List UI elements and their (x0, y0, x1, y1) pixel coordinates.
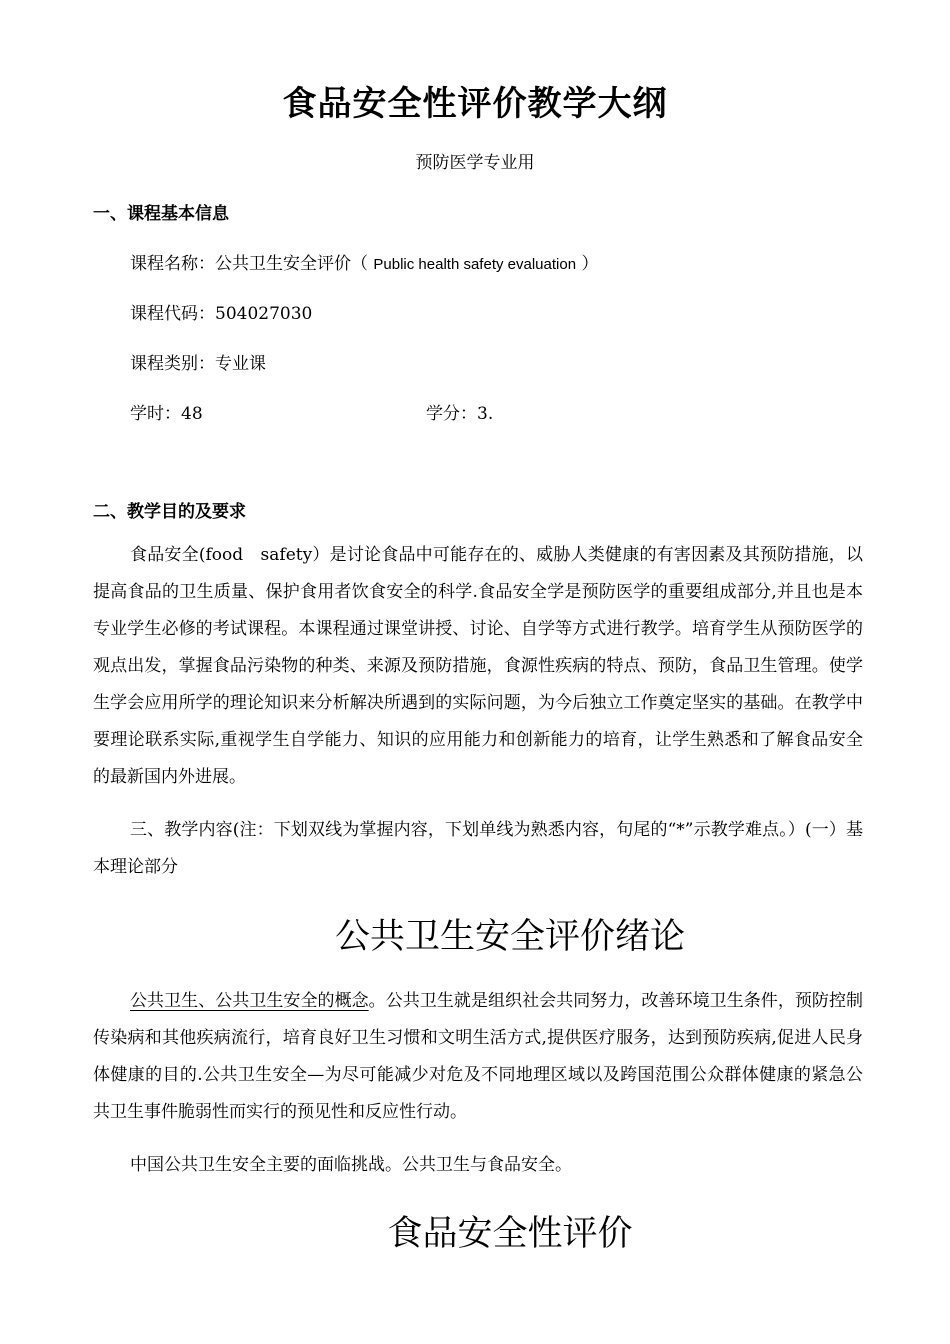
content-intro-paragraph: 三、教学内容(注：下划双线为掌握内容，下划单线为熟悉内容，句尾的“*”示教学难点。）(一）基本理论部分 (93, 820, 863, 877)
page-title: 食品安全性评价教学大纲 (282, 84, 668, 124)
introduction-paragraph-text: 。公共卫生就是组织社会共同努力，改善环境卫生条件，预防控制传染病和其他疾病流行，培育良好卫生习惯和文明生活方式,提供医疗服务，达到预防疾病,促进人民身体健康的目的.公共卫生安全—为尽可能减少对危及不同地理区域以及跨国范围公众群体健康的紧急公共卫生事件脆弱性而实行的预见性和反应性行动。 (93, 991, 864, 1122)
course-hours: 学时：48 (130, 404, 203, 424)
objectives-paragraph: 食品安全(food safety）是讨论食品中可能存在的、威胁人类健康的有害因素及其预防措施，以提高食品的卫生质量、保护食用者饮食安全的科学.食品安全学是预防医学的重要组成部分,并且也是本专业学生必修的考试课程。本课程通过课堂讲授、讨论、自学等方式进行教学。培育学生从预防医学的观点出发，掌握食品污染物的种类、来源及预防措施，食源性疾病的特点、预防，食品卫生管理。使学生学会应用所学的理论知识来分析解决所遇到的实际问题，为今后独立工作奠定坚实的基础。在教学中要理论联系实际,重视学生自学能力、知识的应用能力和创新能力的培育，让学生熟悉和了解食品安全的最新国内外进展。 (93, 545, 863, 787)
course-name-line (130, 249, 598, 274)
section-heading-basic-info: 一、课程基本信息 (93, 204, 229, 224)
introduction-paragraph (93, 983, 863, 1131)
chapter-heading-introduction: 公共卫生安全评价绪论 (334, 917, 685, 957)
chapter-heading-food-safety-evaluation: 食品安全性评价 (387, 1214, 633, 1254)
course-category: 课程类别：专业课 (130, 354, 266, 374)
challenges-paragraph: 中国公共卫生安全主要的面临挑战。公共卫生与食品安全。 (130, 1155, 572, 1175)
course-name-close: ） (581, 254, 599, 274)
course-name-label: 课程名称：公共卫生安全评价（ (130, 254, 368, 274)
section-heading-objectives: 二、教学目的及要求 (93, 502, 246, 522)
course-code: 课程代码：504027030 (130, 304, 313, 324)
page-subtitle: 预防医学专业用 (415, 153, 535, 173)
course-credits: 学分：3. (426, 404, 494, 424)
concept-underlined-term: 公共卫生、公共卫生安全的概念 (130, 991, 369, 1011)
course-name-english: Public health safety evaluation (373, 256, 577, 273)
